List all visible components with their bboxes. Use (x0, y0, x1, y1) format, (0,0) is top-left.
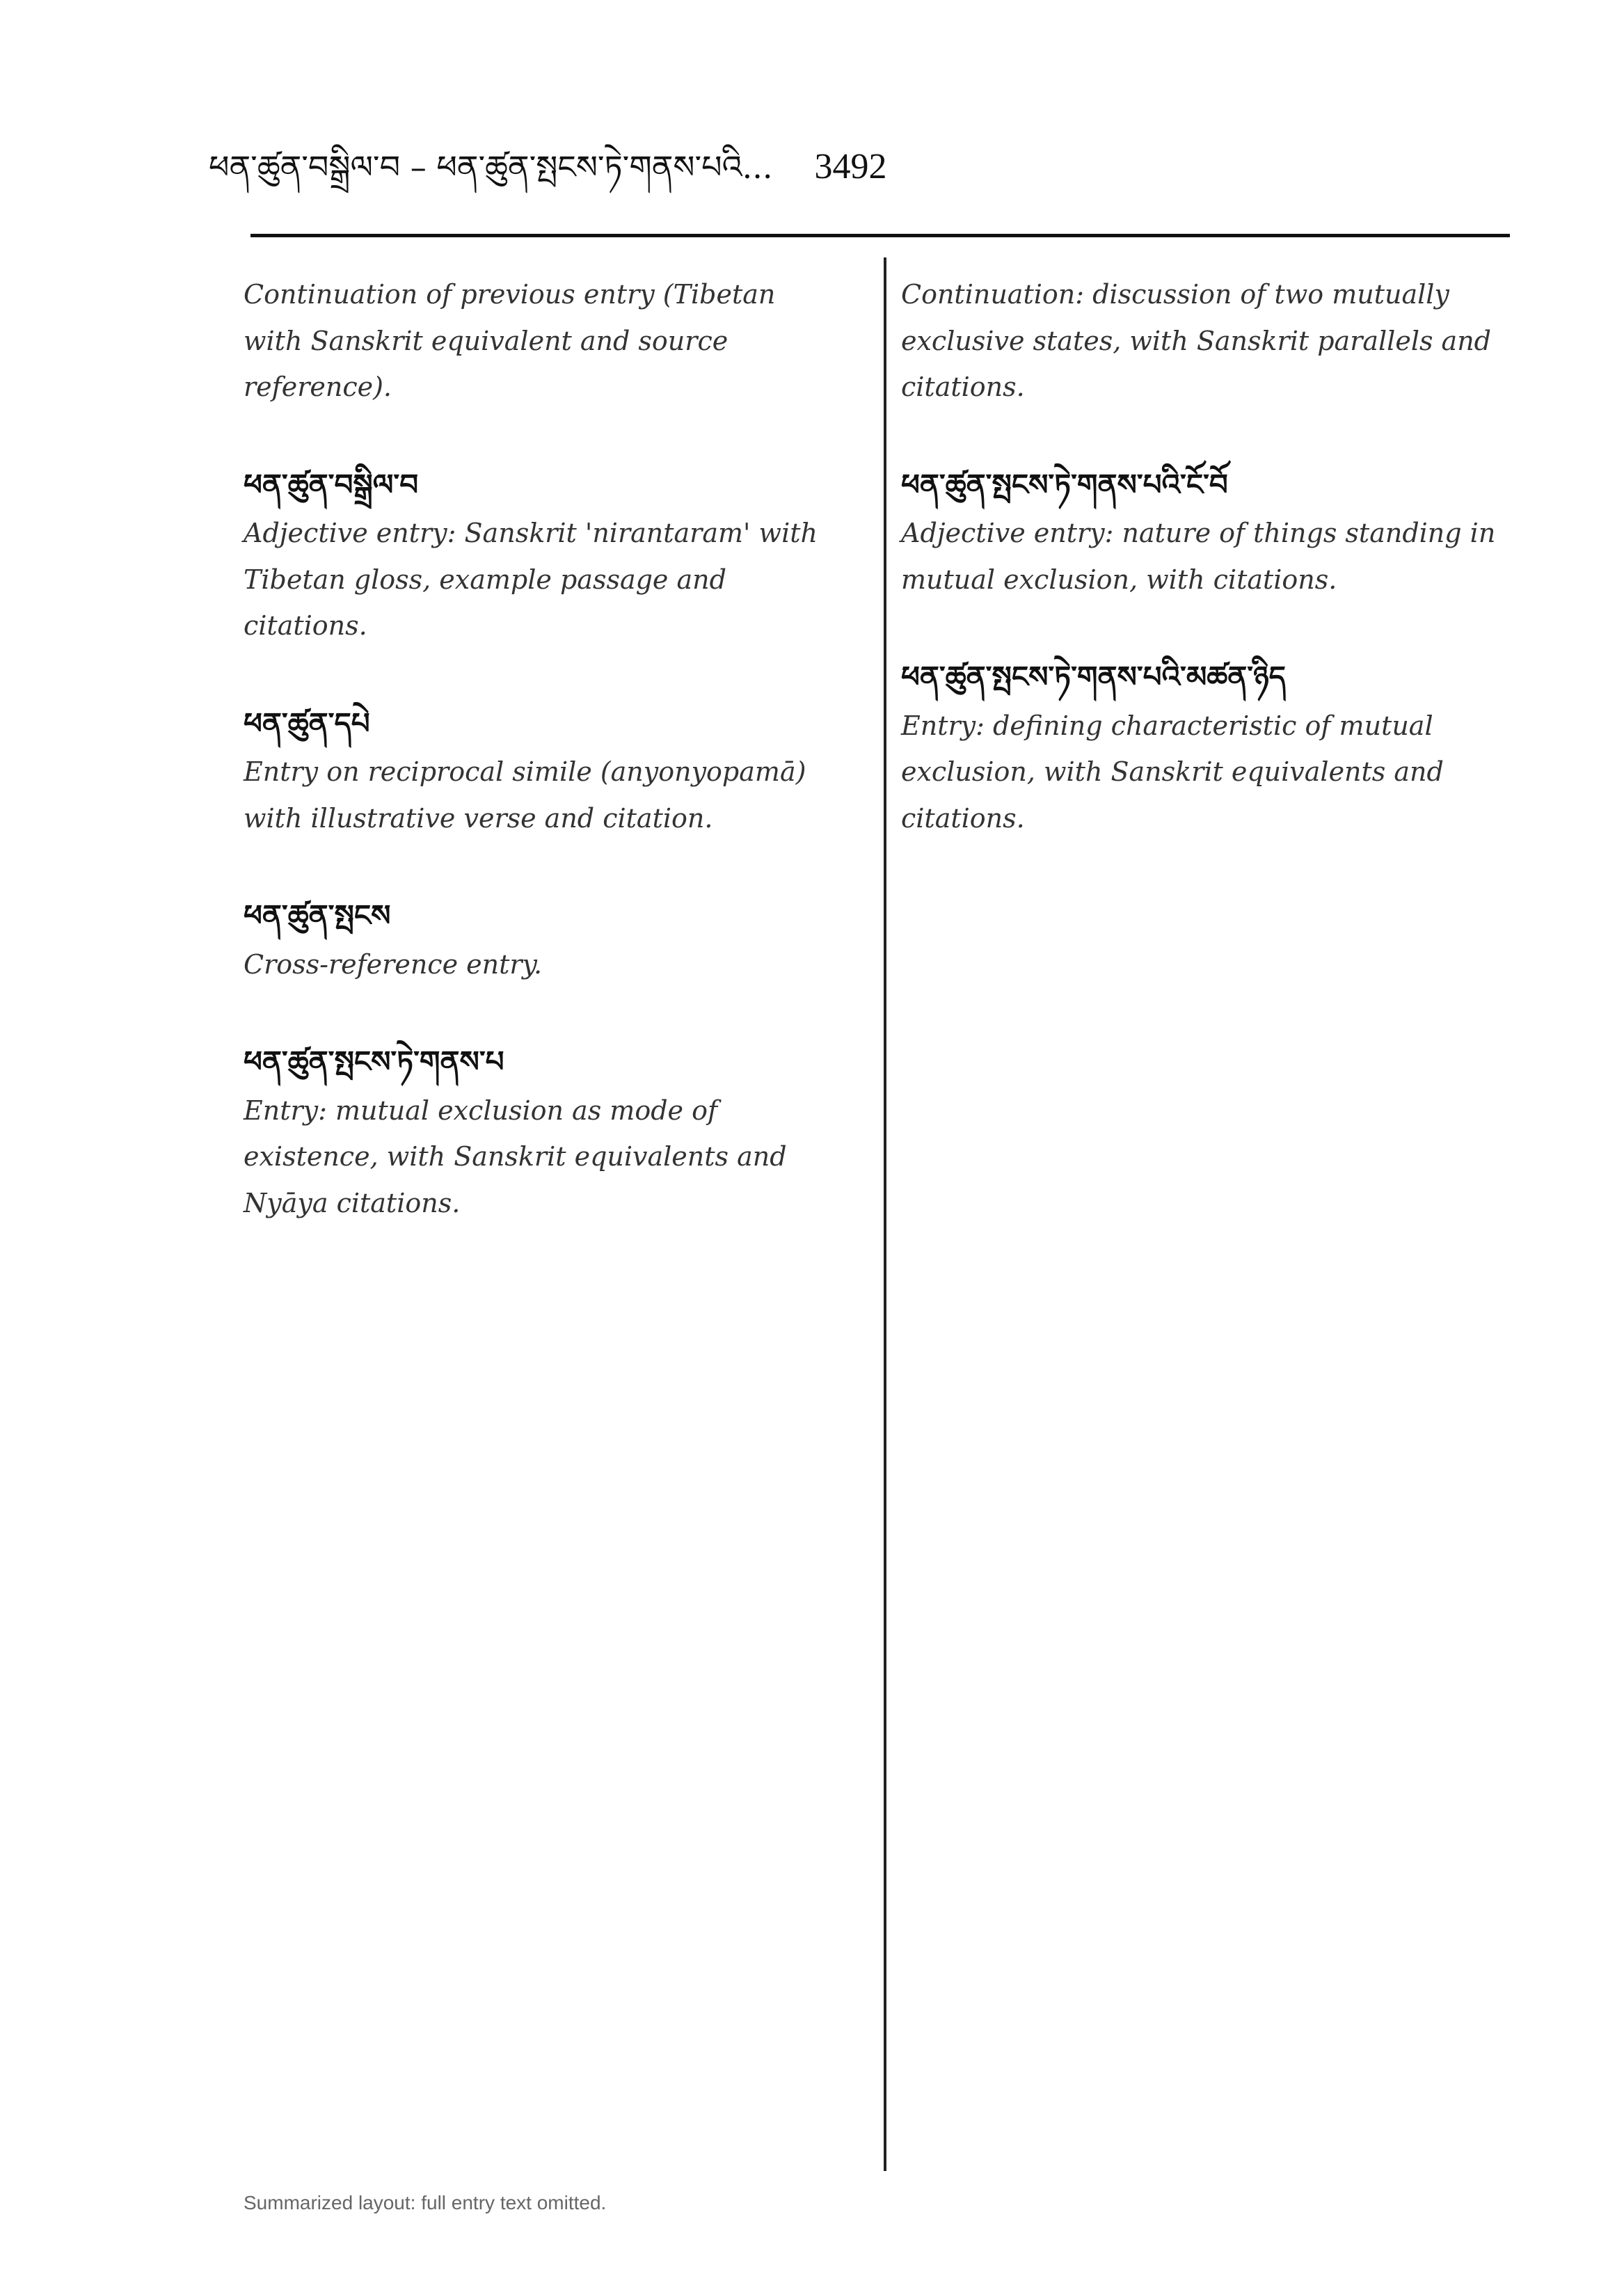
entry (244, 459, 842, 649)
entry (901, 651, 1499, 841)
entry (901, 271, 1499, 411)
entry-summary: Entry: mutual exclusion as mode of existence, with Sanskrit equivalents and Nyāya citations. (244, 1095, 787, 1218)
header-rule (250, 234, 1510, 237)
running-head: ཕན་ཚུན་བསྒྲིལ་བ – ཕན་ཚུན་སྤངས་ཏེ་གནས་པའི... (209, 148, 773, 186)
entry (901, 459, 1499, 603)
entry-summary: Continuation: discussion of two mutually exclusive states, with Sanskrit parallels and citations. (901, 279, 1492, 402)
left-column (244, 271, 842, 1275)
headword: ཕན་ཚུན་སྤངས (244, 898, 391, 932)
entry-summary: Entry on reciprocal simile (anyonyopamā) with illustrative verse and citation. (244, 756, 806, 834)
entry-summary: Entry: defining characteristic of mutual exclusion, with Sanskrit equivalents and citations. (901, 710, 1444, 834)
entry (244, 698, 842, 842)
entry (244, 890, 842, 987)
entry-summary: Cross-reference entry. (244, 948, 543, 980)
headword: ཕན་ཚུན་བསྒྲིལ་བ (244, 467, 419, 502)
right-column (901, 271, 1499, 890)
headword: ཕན་ཚུན་དཔེ (244, 706, 370, 740)
entry-summary: Adjective entry: Sanskrit 'nirantaram' with Tibetan gloss, example passage and citations. (244, 518, 818, 641)
headword: ཕན་ཚུན་སྤངས་ཏེ་གནས་པ (244, 1044, 504, 1079)
headword: ཕན་ཚུན་སྤངས་ཏེ་གནས་པའི་མཚན་ཉིད (901, 660, 1286, 694)
entry-summary: Continuation of previous entry (Tibetan with Sanskrit equivalent and source reference). (244, 279, 776, 402)
entry (244, 1036, 842, 1226)
entry-summary: Adjective entry: nature of things standing in mutual exclusion, with citations. (901, 518, 1496, 595)
column-divider (884, 257, 886, 2171)
page-number: 3492 (814, 147, 887, 186)
entry (244, 271, 842, 411)
headword: ཕན་ཚུན་སྤངས་ཏེ་གནས་པའི་ངོ་བོ (901, 467, 1228, 502)
page-header (209, 132, 1531, 222)
summary-note: Summarized layout: full entry text omitted. (244, 2192, 607, 2213)
